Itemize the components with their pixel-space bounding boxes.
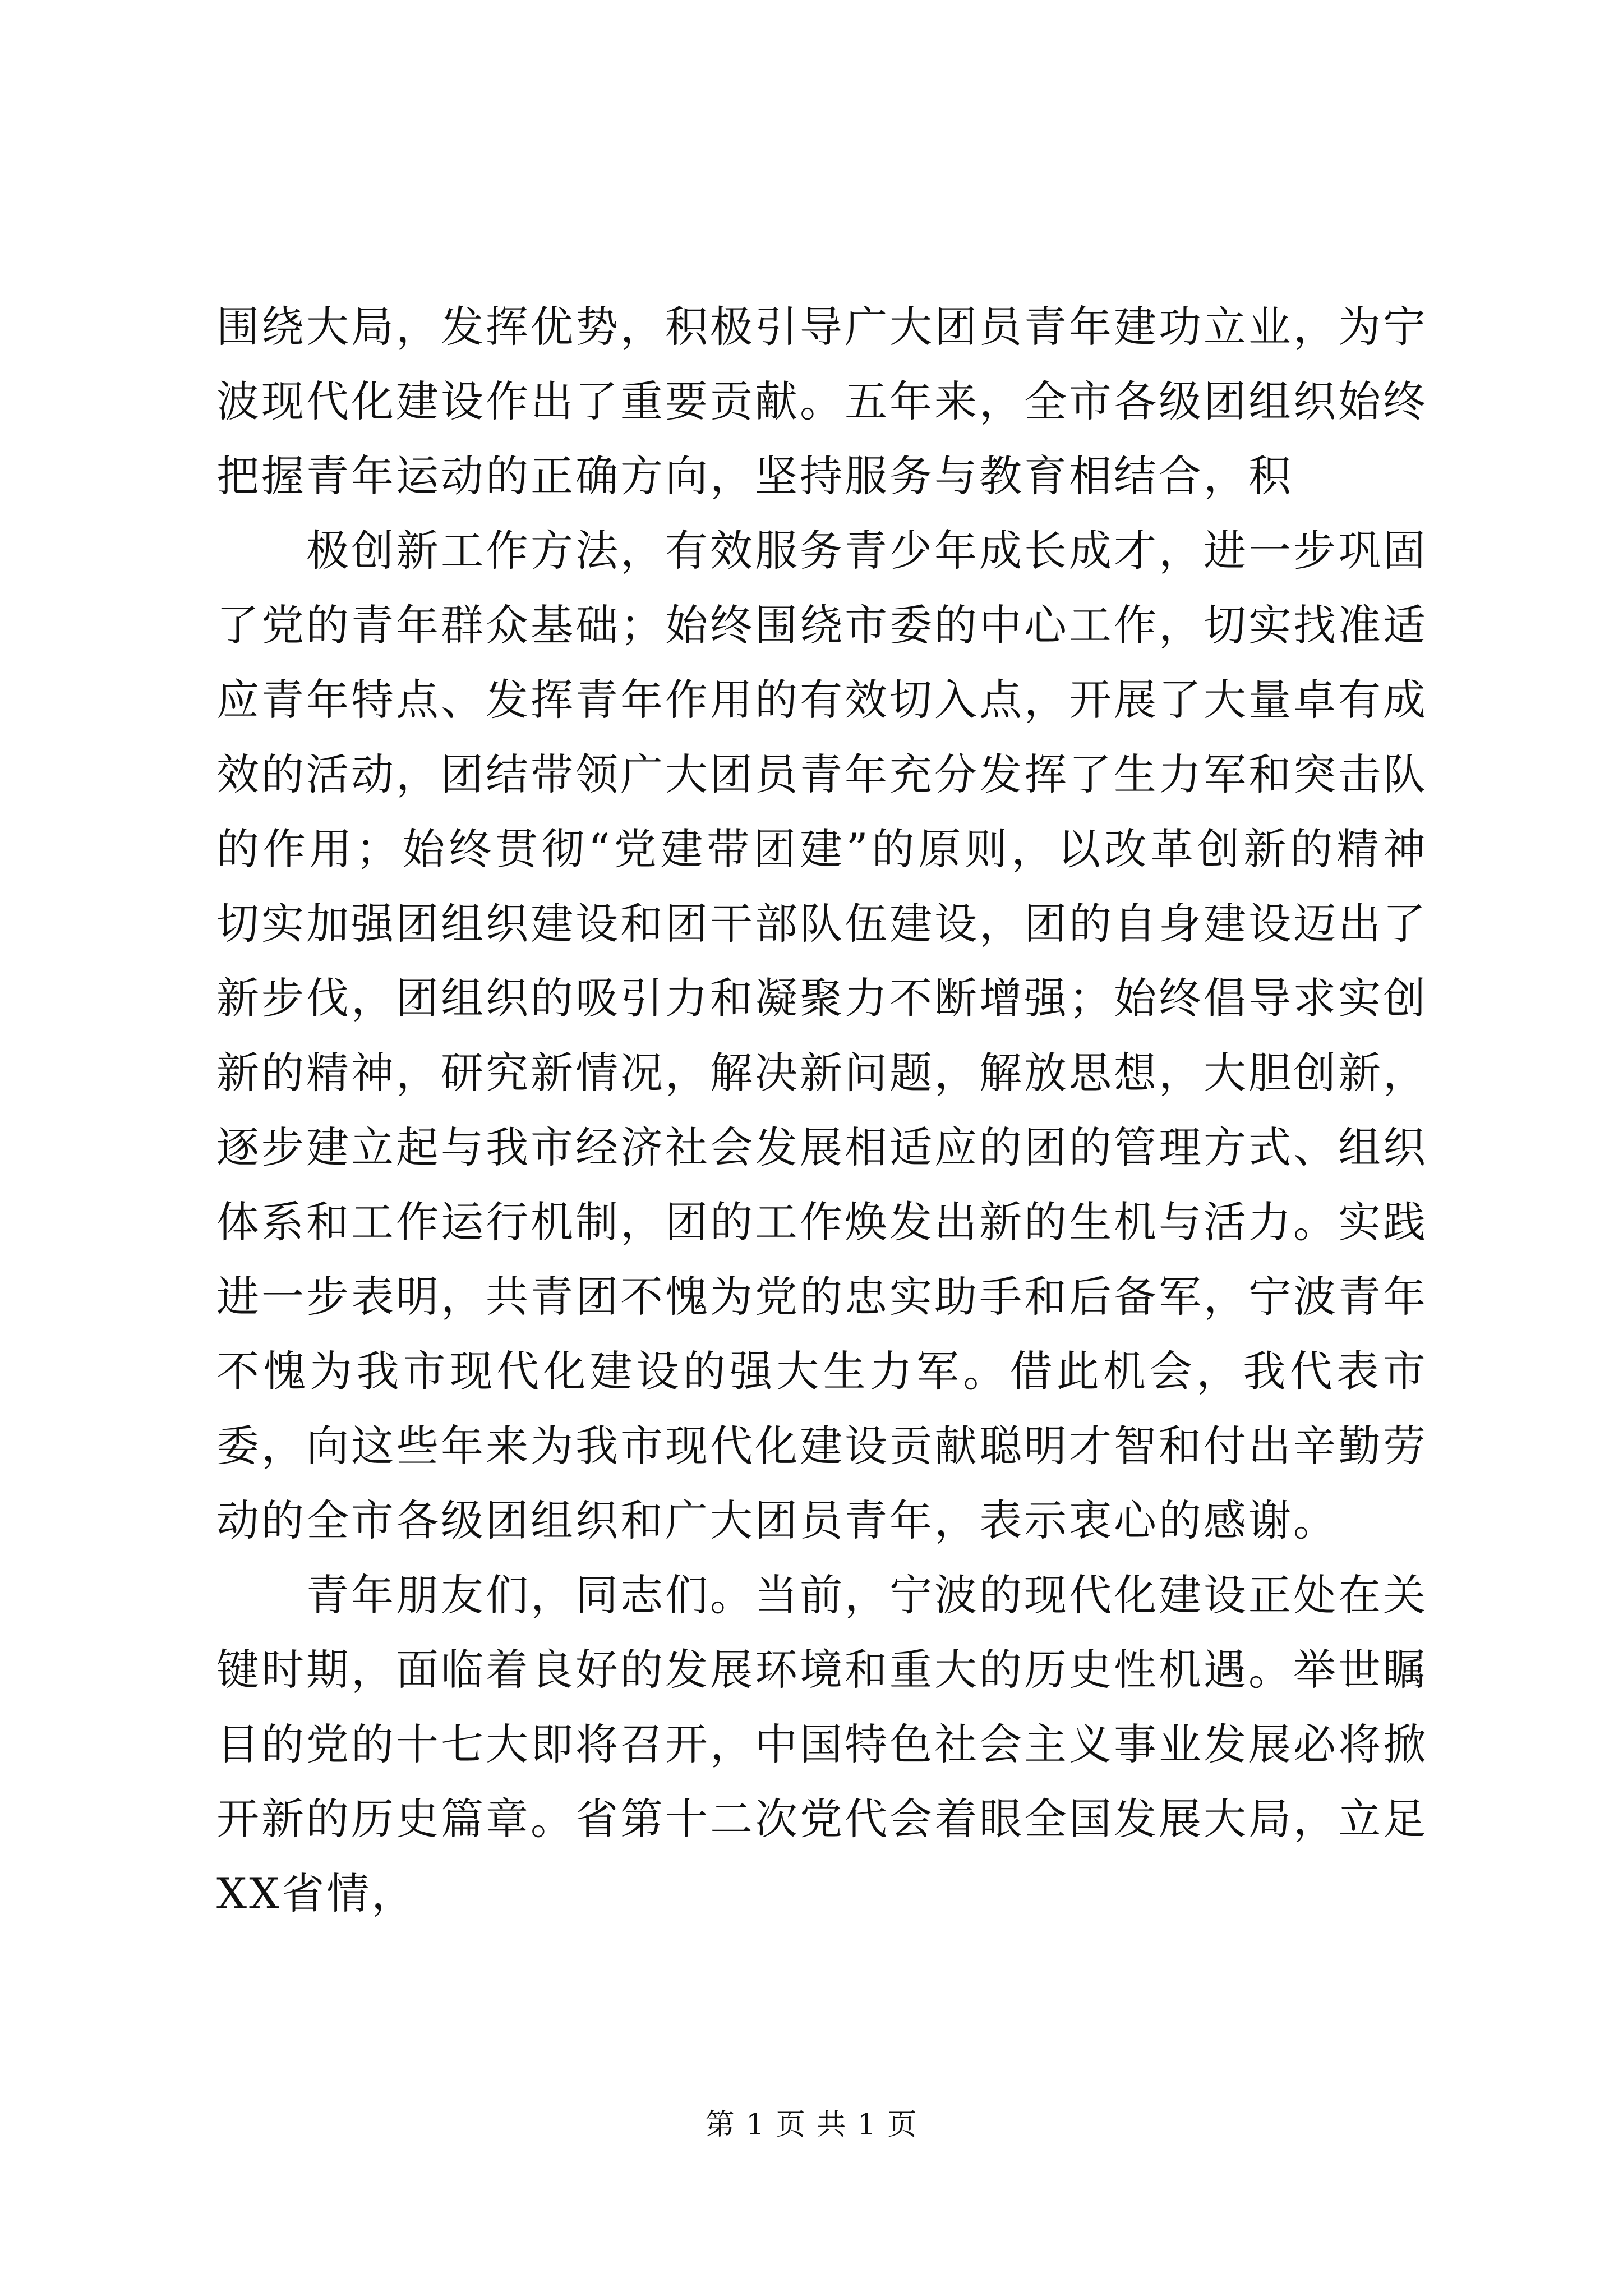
document-body (216, 289, 1428, 1931)
paragraph-2: 极创新工作方法，有效服务青少年成长成才，进一步巩固了党的青年群众基础；始终围绕市委的中心工作，切实找准适应青年特点、发挥青年作用的有效切入点，开展了大量卓有成效的活动，团结带领广大团员青年充分发挥了生力军和突击队的作用；始终贯彻“党建带团建”的原则，以改革创新的精神切实加强团组织建设和团干部队伍建设，团的自身建设迈出了新步伐，团组织的吸引力和凝聚力不断增强；始终倡导求实创新的精神，研究新情况，解决新问题，解放思想，大胆创新，逐步建立起与我市经济社会发展相适应的团的管理方式、组织体系和工作运行机制，团的工作焕发出新的生机与活力。实践进一步表明，共青团不愧为党的忠实助手和后备军，宁波青年不愧为我市现代化建设的强大生力军。借此机会，我代表市委，向这些年来为我市现代化建设贡献聪明才智和付出辛勤劳动的全市各级团组织和广大团员青年，表示衷心的感谢。 (216, 526, 1428, 1545)
paragraph-1: 围绕大局，发挥优势，积极引导广大团员青年建功立业，为宁波现代化建设作出了重要贡献。五年来，全市各级团组织始终把握青年运动的正确方向，坚持服务与教育相结合，积 (216, 302, 1428, 501)
page-number-footer: 第 1 页 共 1 页 (705, 2108, 918, 2142)
paragraph-3: 青年朋友们，同志们。当前，宁波的现代化建设正处在关键时期，面临着良好的发展环境和重大的历史性机遇。举世瞩目的党的十七大即将召开，中国特色社会主义事业发展必将掀开新的历史篇章。省第十二次党代会着眼全国发展大局，立足XX省情， (216, 1570, 1428, 1918)
